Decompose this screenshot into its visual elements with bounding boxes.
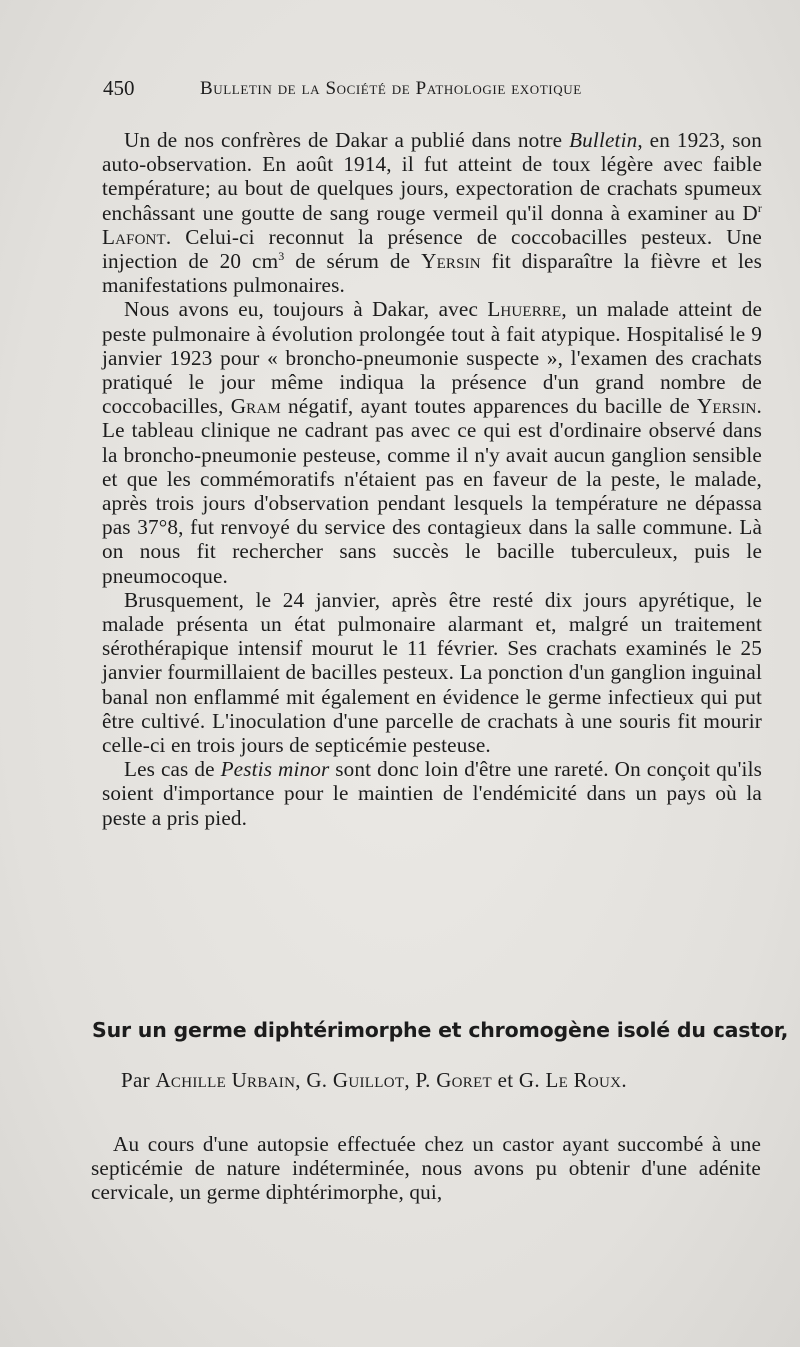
- name-lhuerre: Lhuerre: [487, 297, 562, 322]
- name-lafont: Lafont: [102, 224, 166, 249]
- text-run: , un malade atteint de peste pulmonaire à évolution prolongée tout à fait atypique. Hospitalisé le 9 janvier 1923 pour « broncho-pneumonie suspecte », l'examen des crachats pratiqué le jour même indiqua la présence d'un grand nombre de coccobacilles,: [102, 297, 762, 419]
- name-gram: Gram: [230, 394, 281, 419]
- article-2-body: [91, 1132, 761, 1205]
- paragraph-2: [102, 297, 762, 587]
- italic-pestis-minor: Pestis minor: [220, 757, 330, 782]
- journal-title: Bulletin de la Société de Pathologie exotique: [200, 78, 582, 99]
- text-run: sont donc loin d'être une rareté. On conçoit qu'ils soient d'importance pour le maintien de l'endémicité dans un pays où la peste a pris pied.: [102, 757, 763, 830]
- article-2-authors: [121, 1068, 761, 1093]
- paragraph-3: Brusquement, le 24 janvier, après être resté dix jours apyrétique, le malade présenta un état pulmonaire alarmant et, malgré un traitement sérothérapique intensif mourut le 11 février. Ses crachats examinés le 25 janvier fourmillaient de bacilles pesteux. La ponction d'un ganglion inguinal banal non enflammé mit également en évidence le germe infectieux qui put être cultivé. L'inoculation d'une parcelle de crachats à une souris fit mourir celle-ci en trois jours de septicémie pesteuse.: [102, 587, 762, 758]
- text-run: Un de nos confrères de Dakar a publié dans notre: [124, 128, 570, 152]
- text-run: . Le tableau clinique ne cadrant pas avec ce qui est d'ordinaire observé dans la broncho-pneumonie pesteuse, comme il n'y avait aucun ganglion sensible et que les commémoratifs n'étaient pas en faveur de la peste, le malade, après trois jours d'observation pendant lesquels la température ne dépassa pas 37°8, fut renvoyé du service des contagieux dans la salle commune. Là on nous fit rechercher sans succès le bacille tuberculeux, puis le pneumocoque.: [102, 394, 762, 588]
- text-run: et: [492, 1068, 519, 1092]
- running-head: [103, 76, 648, 106]
- text-run: ,: [295, 1068, 307, 1092]
- text-run: .: [621, 1068, 627, 1092]
- paragraph-1: [102, 128, 762, 297]
- article-1-body: [102, 128, 762, 830]
- page-number: 450: [103, 76, 135, 100]
- text-run: Nous avons eu, toujours à Dakar, avec: [124, 297, 488, 322]
- text-run: Les cas de: [124, 757, 221, 782]
- text-run: . Celui-ci reconnut la présence de coccobacilles pesteux. Une injection de 20 cm: [102, 224, 762, 274]
- superscript-r: r: [757, 200, 762, 215]
- text-run: fit disparaître la fièvre et les manifestations pulmonaires.: [102, 249, 763, 298]
- italic-bulletin: Bulletin: [569, 128, 638, 152]
- article-2-title: Sur un germe diphtérimorphe et chromogène isolé du castor,: [92, 1018, 789, 1042]
- text-run: négatif, ayant toutes apparences du bacille de: [280, 394, 697, 419]
- author-name: G. Guillot: [306, 1068, 405, 1092]
- text-run: , en 1923, son auto-observation. En août 1914, il fut atteint de toux légère avec faible température; au bout de quelques jours, expectoration de crachats spumeux enchâssant une goutte de sang rouge vermeil qu'il donna à examiner au D: [102, 128, 763, 225]
- text-run: Par: [121, 1068, 156, 1092]
- paragraph-4: [102, 757, 762, 830]
- name-yersin: Yersin: [696, 394, 757, 419]
- author-name: P. Goret: [415, 1068, 493, 1092]
- author-name: G. Le Roux: [518, 1068, 622, 1092]
- author-name: Achille Urbain: [155, 1068, 296, 1092]
- paragraph-1: Au cours d'une autopsie effectuée chez un castor ayant succombé à une septicémie de nature indéterminée, nous avons pu obtenir d'une adénite cervicale, un germe diphtérimorphe, qui,: [91, 1132, 761, 1205]
- superscript-3: 3: [278, 249, 285, 264]
- name-yersin: Yersin: [421, 249, 481, 274]
- text-run: de sérum de: [284, 249, 422, 274]
- text-run: ,: [404, 1068, 416, 1092]
